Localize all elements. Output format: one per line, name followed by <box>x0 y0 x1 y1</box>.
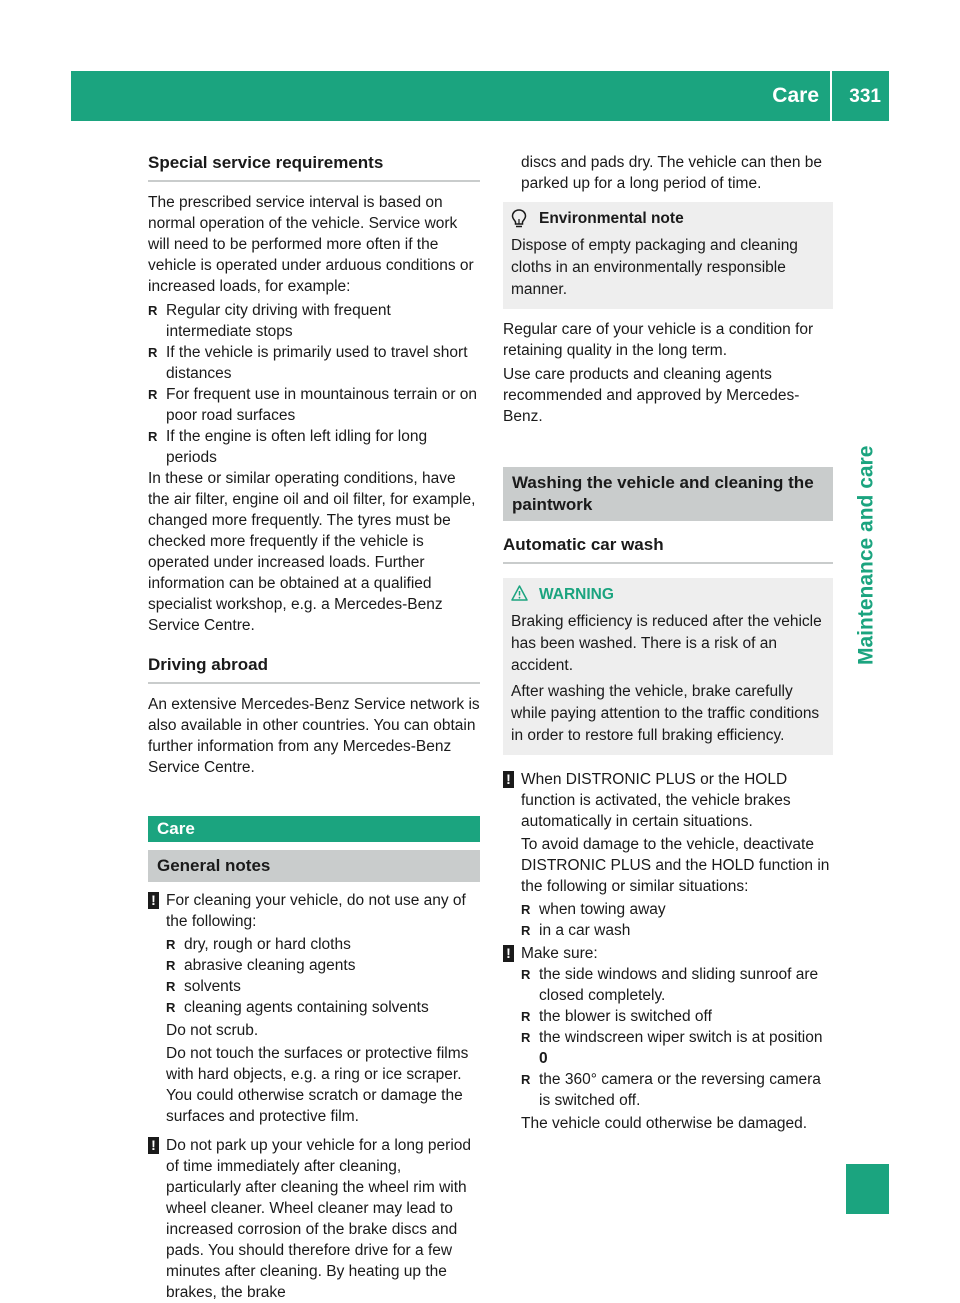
chapter-marker <box>846 1164 889 1214</box>
environmental-note-title <box>511 208 825 230</box>
environmental-note-label: Environmental note <box>539 210 684 227</box>
header-divider <box>830 71 832 121</box>
page-header <box>71 71 889 121</box>
notice-make-sure <box>503 943 833 1134</box>
warning-text: Braking efficiency is reduced after the vehicle has been washed. There is a risk of an accident. <box>511 613 822 674</box>
notice-paragraph: Do not touch the surfaces or protective films with hard objects, e.g. a ring or ice scraper. You could otherwise scratch or damage the surfaces and protective film. <box>166 1045 469 1125</box>
list-item: R For frequent use in mountainous terrain or on poor road surfaces <box>148 384 480 426</box>
warning-box <box>503 578 833 755</box>
list-item: R dry, rough or hard cloths <box>166 934 480 955</box>
exclamation-icon: ! <box>148 1137 159 1154</box>
notice-cleaning <box>148 890 480 1127</box>
list-item: R when towing away <box>521 899 833 920</box>
list-item: R the blower is switched off <box>521 1006 833 1027</box>
list-item: R the side windows and sliding sunroof are closed completely. <box>521 964 833 1006</box>
notice-parking <box>148 1135 480 1303</box>
notice-text: Make sure: <box>521 945 598 962</box>
exclamation-icon: ! <box>503 771 514 788</box>
chapter-side-tab <box>843 445 889 665</box>
list-item-text: the windscreen wiper switch is at position <box>539 1029 823 1046</box>
page-number: 331 <box>849 86 881 107</box>
special-service-intro: The prescribed service interval is based on normal operation of the vehicle. Service work will need to be performed more often if the vehicle is operated under arduous conditions or increased loads, for example: <box>148 194 474 295</box>
list-item: R Regular city driving with frequent intermediate stops <box>148 300 480 342</box>
continued-text: discs and pads dry. The vehicle can then be parked up for a long period of time. <box>521 154 823 192</box>
list-item: R If the vehicle is primarily used to travel short distances <box>148 342 480 384</box>
list-item: R cleaning agents containing solvents <box>166 997 480 1018</box>
notice-distronic <box>503 769 833 941</box>
environmental-note-box <box>503 202 833 309</box>
list-item: R in a car wash <box>521 920 833 941</box>
warning-text: After washing the vehicle, brake carefully while paying attention to the traffic conditions in order to restore full braking efficiency. <box>511 683 820 744</box>
notice-text: Do not park up your vehicle for a long period of time immediately after cleaning, particularly after cleaning the wheel rim with wheel cleaner. Wheel cleaner may lead to increased corrosion of the brake discs and pads. You should therefore drive for a few minutes after cleaning. By heating up the brakes, the brake <box>166 1137 472 1301</box>
notice-text: When DISTRONIC PLUS or the HOLD function is activated, the vehicle brakes automatically in certain situations. <box>521 771 791 830</box>
notice-text: For cleaning your vehicle, do not use any of the following: <box>166 892 466 930</box>
exclamation-icon: ! <box>503 945 514 962</box>
right-column <box>503 140 833 1134</box>
driving-abroad-text: An extensive Mercedes-Benz Service network is also available in other countries. You can obtain further information from any Mercedes-Benz Service Centre. <box>148 696 480 776</box>
list-item: R If the engine is often left idling for long periods <box>148 426 480 468</box>
chapter-title: Maintenance and care <box>854 445 878 665</box>
heading-special-service: Special service requirements <box>148 152 480 182</box>
list-item <box>521 1027 833 1069</box>
wiper-position-value: 0 <box>539 1050 548 1067</box>
header-title: Care <box>772 84 819 107</box>
environmental-note-text: Dispose of empty packaging and cleaning cloths in an environmentally responsible manner. <box>511 237 798 298</box>
notice-paragraph: The vehicle could otherwise be damaged. <box>521 1115 808 1132</box>
left-column <box>148 140 480 1303</box>
lightbulb-icon <box>511 209 527 229</box>
list-item: R the 360° camera or the reversing camera is switched off. <box>521 1069 833 1111</box>
warning-label: WARNING <box>539 586 614 603</box>
list-item: R abrasive cleaning agents <box>166 955 480 976</box>
care-paragraph: Regular care of your vehicle is a condition for retaining quality in the long term. <box>503 321 814 359</box>
care-paragraph: Use care products and cleaning agents recommended and approved by Mercedes-Benz. <box>503 366 800 425</box>
warning-title <box>511 584 825 606</box>
care-section-band: Care <box>148 816 480 842</box>
notice-paragraph: Do not scrub. <box>166 1022 259 1039</box>
notice-paragraph: To avoid damage to the vehicle, deactivate DISTRONIC PLUS and the HOLD function in the following or similar situations: <box>521 836 830 895</box>
washing-section-band: Washing the vehicle and cleaning the paintwork <box>503 467 833 521</box>
general-notes-heading: General notes <box>148 850 480 882</box>
warning-triangle-icon <box>511 585 528 601</box>
heading-driving-abroad: Driving abroad <box>148 654 480 684</box>
exclamation-icon: ! <box>148 892 159 909</box>
heading-automatic-car-wash: Automatic car wash <box>503 534 833 564</box>
special-service-outro: In these or similar operating conditions, have the air filter, engine oil and oil filter, for example, changed more frequently. The tyres must be checked more frequently if the vehicle is operated under increased loads. Further information can be obtained at a qualified specialist workshop, e.g. a Mercedes-Benz Service Centre. <box>148 470 476 634</box>
list-item: R solvents <box>166 976 480 997</box>
